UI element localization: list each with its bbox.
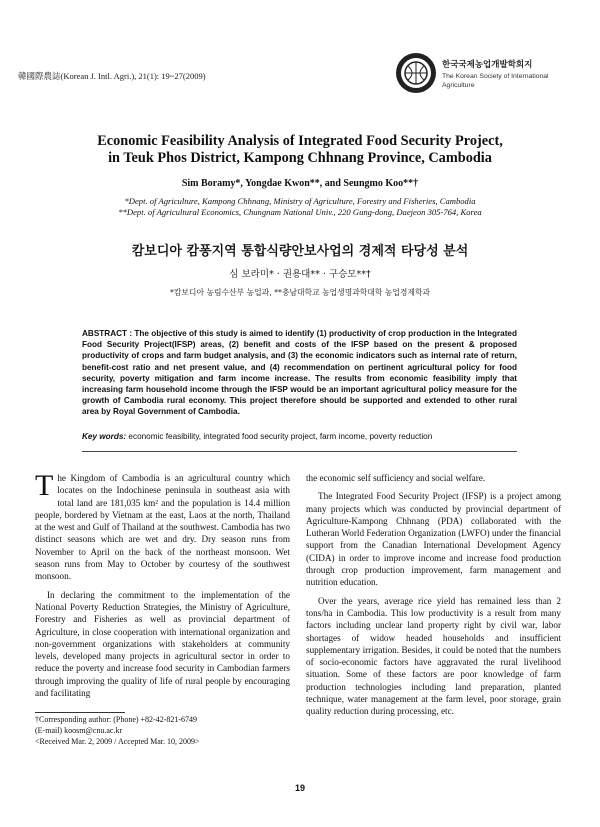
body-paragraph bbox=[35, 469, 290, 583]
keywords bbox=[82, 432, 517, 441]
journal-citation: 韓國際農誌(Korean J. Intl. Agri.), 21(1): 19~27(2009) bbox=[18, 71, 206, 81]
body-column-right bbox=[306, 472, 561, 724]
received-accepted-dates: <Received Mar. 2, 2009 / Accepted Mar. 10, 2009> bbox=[35, 736, 200, 746]
corresponding-author-phone: †Corresponding author: (Phone) +82-42-821-6749 bbox=[35, 715, 198, 724]
abstract-label: ABSTRACT : bbox=[82, 329, 133, 338]
abstract bbox=[82, 328, 517, 418]
drop-cap: T bbox=[35, 469, 54, 502]
society-name-english-line2: Agriculture bbox=[442, 82, 475, 89]
korean-title: 캄보디아 캄퐁지역 통합식량안보사업의 경제적 타당성 분석 bbox=[131, 244, 469, 259]
keywords-label: Key words: bbox=[82, 432, 127, 441]
affiliation-1: *Dept. of Agriculture, Kampong Chhnang, Ministry of Agriculture, Forestry and Fisheries, Cambodia bbox=[124, 196, 476, 206]
body-column-left bbox=[35, 469, 290, 705]
footnote-divider bbox=[35, 712, 125, 713]
society-seal-icon bbox=[395, 52, 437, 94]
society-header bbox=[395, 52, 595, 96]
abstract-text: The objective of this study is aimed to identify (1) productivity of crop production in the Integrated Food Security Project(IFSP) areas, (2) benefit and costs of the IFSP based on the present & proposed productivity of crops and farm budget analysis, and (3) the economic indicators such as internal rate of return, benefit-cost ratio and net present value, and (4) recommendation on pertinent agricultural policy for food security, poverty mitigation and farm income increase. The results from economic feasibility imply that increasing farm household income through the IFSP would be an important agricultural policy measure for the growth of Cambodia rural economy. This project therefore should be supported and extended to other rural area by Royal Government of Cambodia. bbox=[82, 329, 517, 417]
affiliation-2: **Dept. of Agricultural Economics, Chungnam National Univ., 220 Gung-dong, Daejeon 305-764, Korea bbox=[118, 207, 482, 217]
body-paragraph: Over the years, average rice yield has remained less than 2 tons/ha in Cambodia. This low productivity is a result from many factors including unclear land property right by civil war, labor shortages of widow headed households and insufficient supplementary irrigation. Besides, it could be noted that the numbers of socio-economic factors have aggravated the rural livelihood situation. Some of these factors are poor knowledge of farm production technologies including land preparation, planted technique, water management at the farm level, poor storage, grain quality reduction during processing, etc. bbox=[306, 595, 561, 717]
abstract-divider bbox=[82, 451, 517, 452]
keywords-text: economic feasibility, integrated food security project, farm income, poverty reduction bbox=[128, 432, 433, 441]
society-name-english-line1: The Korean Society of International bbox=[442, 73, 549, 80]
corresponding-author-email: (E-mail) koosm@cnu.ac.kr bbox=[35, 725, 123, 735]
paper-title-line1: Economic Feasibility Analysis of Integrated Food Security Project, bbox=[97, 133, 503, 149]
body-paragraph-text: he Kingdom of Cambodia is an agricultural country which locates on the Indochinese peninsula in southeast asia with total land are 181,035 km² and the population is 14.4 million people, bordered by Vietnam at the east, Laos at the north, Thailand at the west and Gulf of Thailand at the southwest. Cambodia has two distinct seasons which are wet and dry. Dry season runs from November to April on the back of the northeast monsoon. Wet season runs from May to October by courtesy of the southwest monsoon. bbox=[35, 473, 290, 582]
society-name-korean: 한국국제농업개발학회지 bbox=[442, 60, 533, 70]
body-paragraph: the economic self sufficiency and social welfare. bbox=[306, 473, 486, 483]
author-list: Sim Boramy*, Yongdae Kwon**, and Seungmo Koo**† bbox=[181, 178, 419, 189]
footnotes bbox=[35, 715, 290, 747]
paper-title-line2: in Teuk Phos District, Kampong Chhnang Province, Cambodia bbox=[108, 150, 492, 166]
korean-author-list: 심 보라미* · 권용대** · 구승모**† bbox=[229, 269, 371, 280]
korean-affiliations: *캄보디아 농림수산부 농업과, **충남대학교 농업생명과학대학 농업경제학과 bbox=[169, 288, 431, 297]
body-paragraph: The Integrated Food Security Project (IFSP) is a project among many projects which was conducted by provincial department of Agriculture-Kampong Chhnang (PDA) collaborated with the Lutheran World Federation Organization (LWFO) under the financial support from the Canadian International Development Agency (CIDA) in order to improve income and increase food production through crop production improvement, farm management and nutrition education. bbox=[306, 491, 561, 588]
page-number: 19 bbox=[294, 783, 305, 793]
body-paragraph: In declaring the commitment to the implementation of the National Poverty Reduction Strategies, the Ministry of Agriculture, Forestry and Fisheries as well as provincial department of Agriculture, in close cooperation with international organization and non-government organizations with stakeholders at community levels, developed many projects in agricultural sector in order to reduce the poverty and increase food security in Cambodian farmers through improving the quality of life of rural people by encouraging and facilitating bbox=[35, 589, 290, 699]
